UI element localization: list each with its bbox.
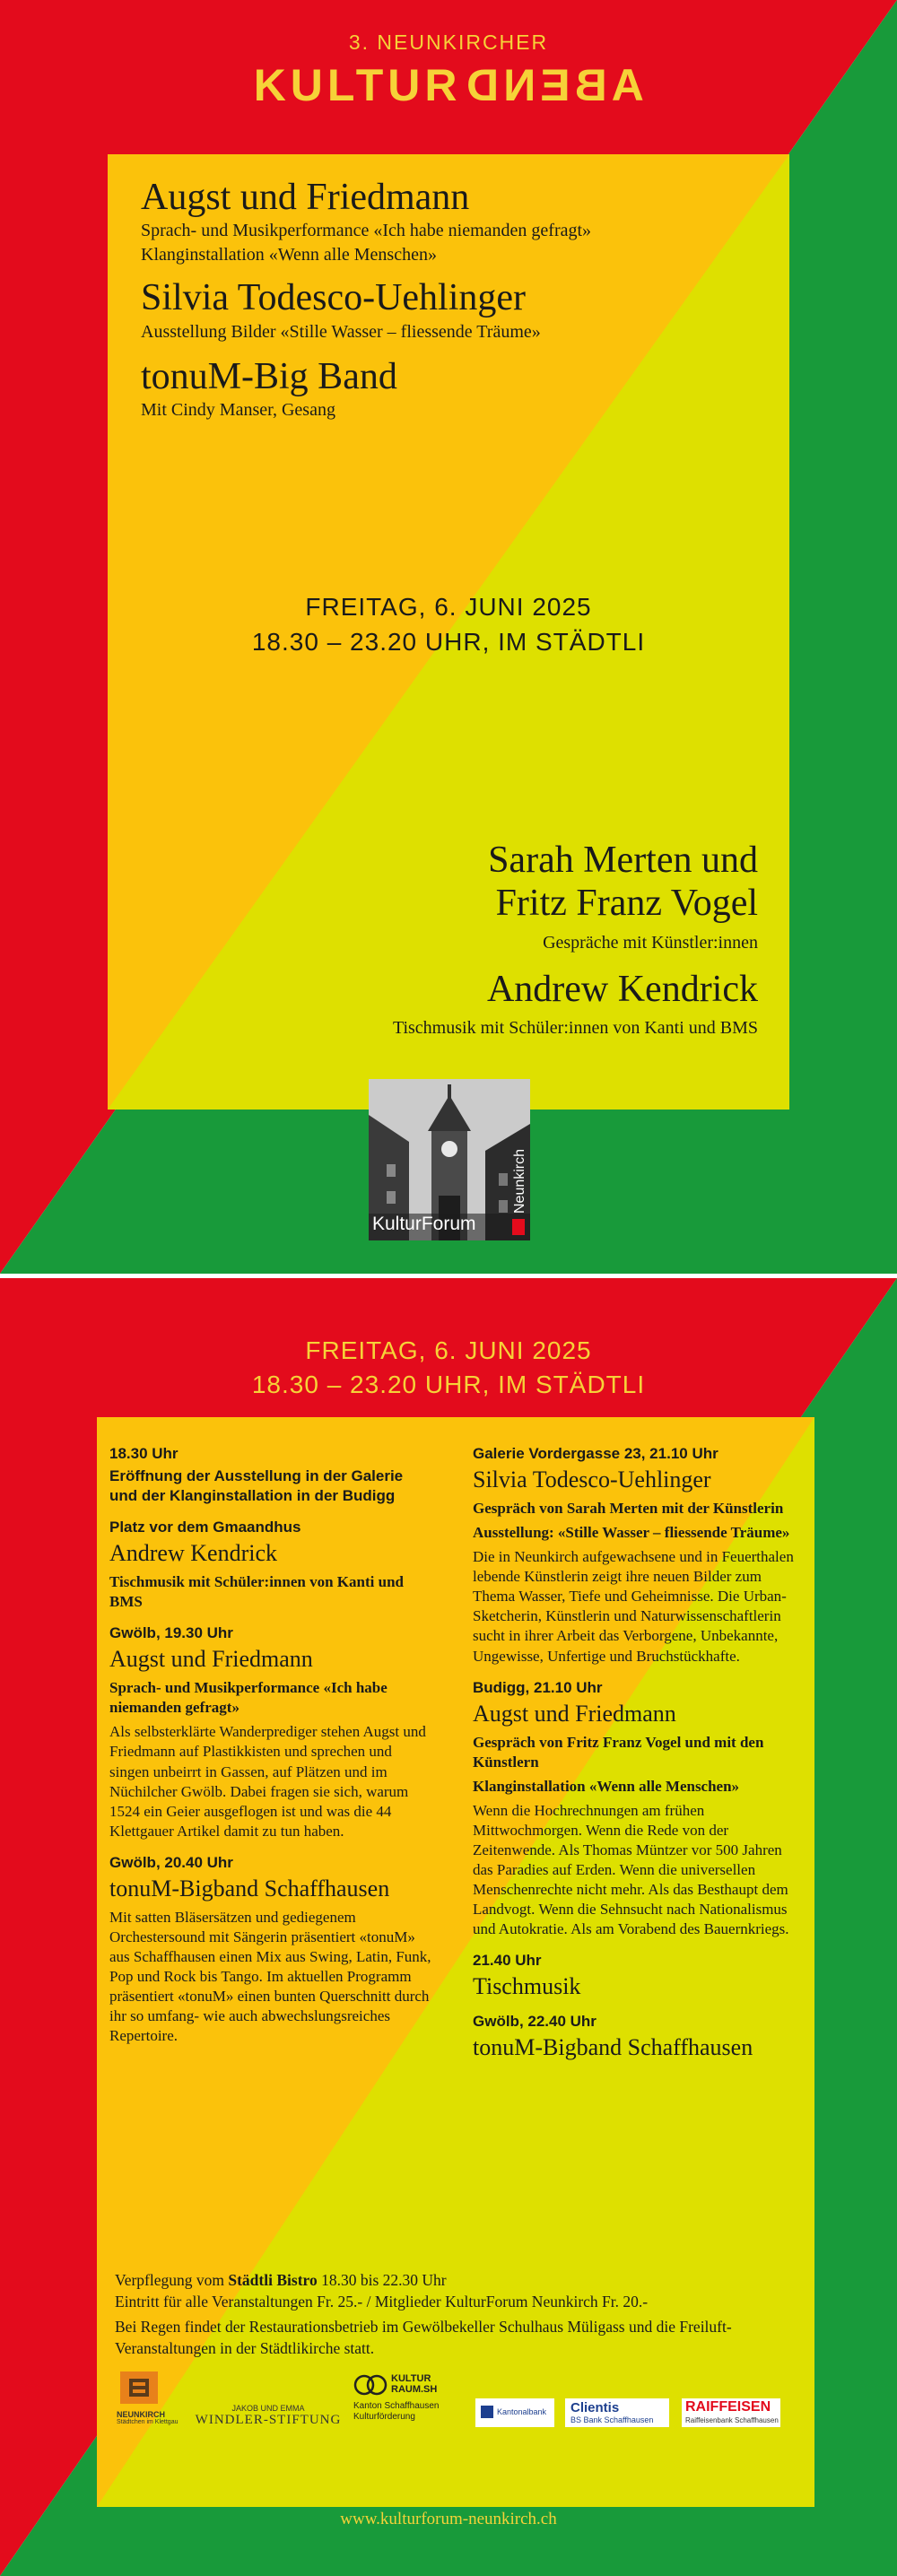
item-time: 18.30 Uhr xyxy=(109,1445,179,1462)
time-line: 18.30 – 23.20 UHR, IM STÄDTLI xyxy=(251,628,646,657)
item-title: Andrew Kendrick xyxy=(109,1540,277,1567)
program-column-right xyxy=(473,1445,796,2074)
sponsor-name: WINDLER-STIFTUNG xyxy=(195,2413,342,2427)
sponsor-name: JAKOB UND EMMA xyxy=(231,2404,305,2413)
item-text: Die in Neunkirch aufgewachsene und in Feuerthalen lebende Künstlerin zeigt ihre neuen Bilder zum Thema Wasser, Tiefe und Geheimnisse. Die Urban-Sketcherin, Künstlerin und Naturwissenschaftlerin sucht in ihrer Arbeit das Verborgene, Unbekannte, Ungewisse, Unfertige und Bruchstückhafte. xyxy=(473,1548,794,1665)
sponsor-tagline: Kulturförderung xyxy=(353,2411,415,2422)
act-subtitle: Mit Cindy Manser, Gesang xyxy=(141,399,335,420)
date-line: FREITAG, 6. JUNI 2025 xyxy=(305,593,592,621)
sponsor-name: NEUNKIRCH xyxy=(117,2410,165,2419)
program-item xyxy=(473,1679,796,1940)
item-time: Gwölb, 22.40 Uhr xyxy=(473,2013,597,2031)
program-item xyxy=(473,1445,796,1667)
act-title: Andrew Kendrick xyxy=(486,968,758,1010)
program-date xyxy=(0,1334,897,1402)
item-description: Eröffnung der Ausstellung in der Galerie und der Klanginstallation in der Budigg xyxy=(109,1467,404,1505)
logo-vertical-text: Neunkirch xyxy=(512,1148,527,1214)
item-subtitle: Tischmusik mit Schüler:innen von Kanti und BMS xyxy=(109,1573,404,1611)
item-title: tonuM-Bigband Schaffhausen xyxy=(473,2034,753,2061)
sponsor-logos xyxy=(111,2368,793,2440)
rain-notice: Bei Regen findet der Restaurationsbetrieb im Gewölbekeller Schulhaus Müligass und die Freiluft-Veranstaltungen in der Städtlikirche statt. xyxy=(115,2318,732,2358)
item-time: Gwölb, 20.40 Uhr xyxy=(109,1853,233,1871)
time-line: 18.30 – 23.20 UHR, IM STÄDTLI xyxy=(251,1370,646,1398)
program-item xyxy=(109,1854,432,2047)
catering-bistro: Städtli Bistro xyxy=(228,2271,318,2289)
event-date xyxy=(0,589,897,659)
act-subtitle: Ausstellung Bilder «Stille Wasser – fliessende Träume» xyxy=(141,321,541,342)
item-text: Mit satten Bläsersätzen und gediegenem Orchestersound mit Sängerin präsentiert «tonuM» aus Schaffhausen einen Mix aus Swing, Latin, Funk, Pop und Rock bis Tango. Im aktuellen Programm präsentiert «tonuM» einen bunten Querschnitt durch ihr so umfang- wie auch abwechslungsreiches Repertoire. xyxy=(109,1908,431,2045)
poster-panel xyxy=(0,0,897,1274)
item-subtitle: Gespräch von Sarah Merten mit der Künstlerin xyxy=(473,1499,784,1517)
sponsor-tagline: Kanton Schaffhausen xyxy=(353,2401,440,2411)
sponsor-windler xyxy=(192,2404,344,2428)
catering-hours: 18.30 bis 22.30 Uhr xyxy=(317,2271,447,2289)
item-title: Augst und Friedmann xyxy=(473,1700,676,1727)
item-time: Gwölb, 19.30 Uhr xyxy=(109,1624,233,1642)
sponsor-tagline: Städtchen im Klettgau xyxy=(117,2419,179,2425)
item-time: 21.40 Uhr xyxy=(473,1952,542,1970)
catering-text: Verpflegung vom xyxy=(115,2271,229,2289)
program-column-left xyxy=(109,1445,432,2058)
sponsor-tagline: Raiffeisenbank Schaffhausen xyxy=(685,2416,779,2424)
item-subtitle: Klanginstallation «Wenn alle Menschen» xyxy=(473,1777,740,1795)
sponsor-name: RAUM.SH xyxy=(391,2384,438,2396)
act-subtitle: Gespräche mit Künstler:innen xyxy=(543,932,758,953)
item-text: Wenn die Hochrechnungen am frühen Mittwochmorgen. Wenn die Rede von der Zeitenwende. Als Thomas Müntzer vor 500 Jahren das Paradies auf Erden. Wenn die universellen Menschenrechte nicht mehr. Als das Besthaupt dem Landvogt. Wenn die Sehnsucht nach Nationalismus und Autokratie. Als am Vorabend des Bauernkriegs. xyxy=(473,1801,789,1938)
date-line: FREITAG, 6. JUNI 2025 xyxy=(305,1336,592,1364)
item-title: Augst und Friedmann xyxy=(109,1646,313,1673)
program-item xyxy=(473,2013,796,2061)
kulturraum-rings-icon xyxy=(353,2373,389,2397)
kulturforum-logo xyxy=(369,1079,530,1240)
act-subtitle: Tischmusik mit Schüler:innen von Kanti und BMS xyxy=(392,1017,758,1038)
website-link[interactable]: www.kulturforum-neunkirch.ch xyxy=(340,2510,557,2528)
sponsor-kulturraum xyxy=(353,2373,470,2422)
sponsor-name: KULTUR xyxy=(391,2373,431,2384)
catering-line xyxy=(115,2269,797,2291)
bank-mark-icon xyxy=(481,2406,493,2418)
item-title: tonuM-Bigband Schaffhausen xyxy=(109,1875,390,1902)
admission-line: Eintritt für alle Veranstaltungen Fr. 25.- / Mitglieder KulturForum Neunkirch Fr. 20.- xyxy=(115,2293,649,2311)
logo-word-forum: Forum xyxy=(421,1214,476,1234)
sponsor-name: Clientis xyxy=(570,2400,620,2415)
act-title: Silvia Todesco-Uehlinger xyxy=(141,277,527,319)
sponsor-name: RAIFFEISEN xyxy=(685,2399,771,2415)
program-item xyxy=(109,1445,432,1506)
program-item xyxy=(109,1624,432,1841)
sponsor-neunkirch xyxy=(117,2370,179,2431)
sponsor-kantonalbank xyxy=(475,2398,554,2427)
item-text: Als selbsterklärte Wanderprediger stehen Augst und Friedmann auf Plastikkisten und sprechen und singen unbeirrt in Gassen, auf Plätzen und im Nüchilcher Gwölb. Dabei fragen sie sich, warum 1524 ein Geier ausgeflogen ist und was die 44 Klettgauer Artikel damit zu tun haben. xyxy=(109,1723,426,1840)
act-title: Sarah Merten und xyxy=(488,840,758,881)
item-title: Silvia Todesco-Uehlinger xyxy=(473,1466,711,1493)
event-kicker: 3. NEUNKIRCHER xyxy=(348,30,549,54)
sponsor-clientis xyxy=(565,2398,669,2427)
item-time: Budigg, 21.10 Uhr xyxy=(473,1678,603,1696)
act-subtitle: Sprach- und Musikperformance «Ich habe niemanden gefragt» xyxy=(141,221,592,241)
program-item xyxy=(473,1952,796,2000)
bottom-acts xyxy=(130,839,758,1040)
sponsor-tagline: BS Bank Schaffhausen xyxy=(570,2415,654,2424)
logo-word-kultur: Kultur xyxy=(372,1214,422,1234)
event-logo xyxy=(0,59,897,111)
act-title: Fritz Franz Vogel xyxy=(495,883,758,925)
program-panel xyxy=(0,1278,897,2576)
item-subtitle: Ausstellung: «Stille Wasser – fliessende Träume» xyxy=(473,1523,790,1541)
item-time: Galerie Vordergasse 23, 21.10 Uhr xyxy=(473,1445,718,1462)
practical-info xyxy=(115,2269,797,2360)
logo-kultur: KULTUR xyxy=(253,60,462,110)
sponsor-raiffeisen xyxy=(682,2398,780,2427)
item-location: Platz vor dem Gmaandhus xyxy=(109,1519,301,1536)
item-subtitle: Sprach- und Musikperformance «Ich habe niemanden gefragt» xyxy=(109,1679,388,1717)
sponsor-name: Kantonalbank xyxy=(497,2407,547,2416)
item-title: Tischmusik xyxy=(473,1973,581,2000)
logo-abend-mirrored: ABEND xyxy=(461,60,644,110)
act-title: tonuM-Big Band xyxy=(141,355,397,397)
act-subtitle: Klanginstallation «Wenn alle Menschen» xyxy=(141,245,437,265)
item-subtitle: Gespräch von Fritz Franz Vogel und mit den Künstlern xyxy=(473,1733,764,1771)
program-item xyxy=(109,1519,432,1612)
top-acts xyxy=(141,176,769,422)
neunkirch-crest-icon xyxy=(117,2370,161,2406)
act-title: Augst und Friedmann xyxy=(141,177,470,218)
